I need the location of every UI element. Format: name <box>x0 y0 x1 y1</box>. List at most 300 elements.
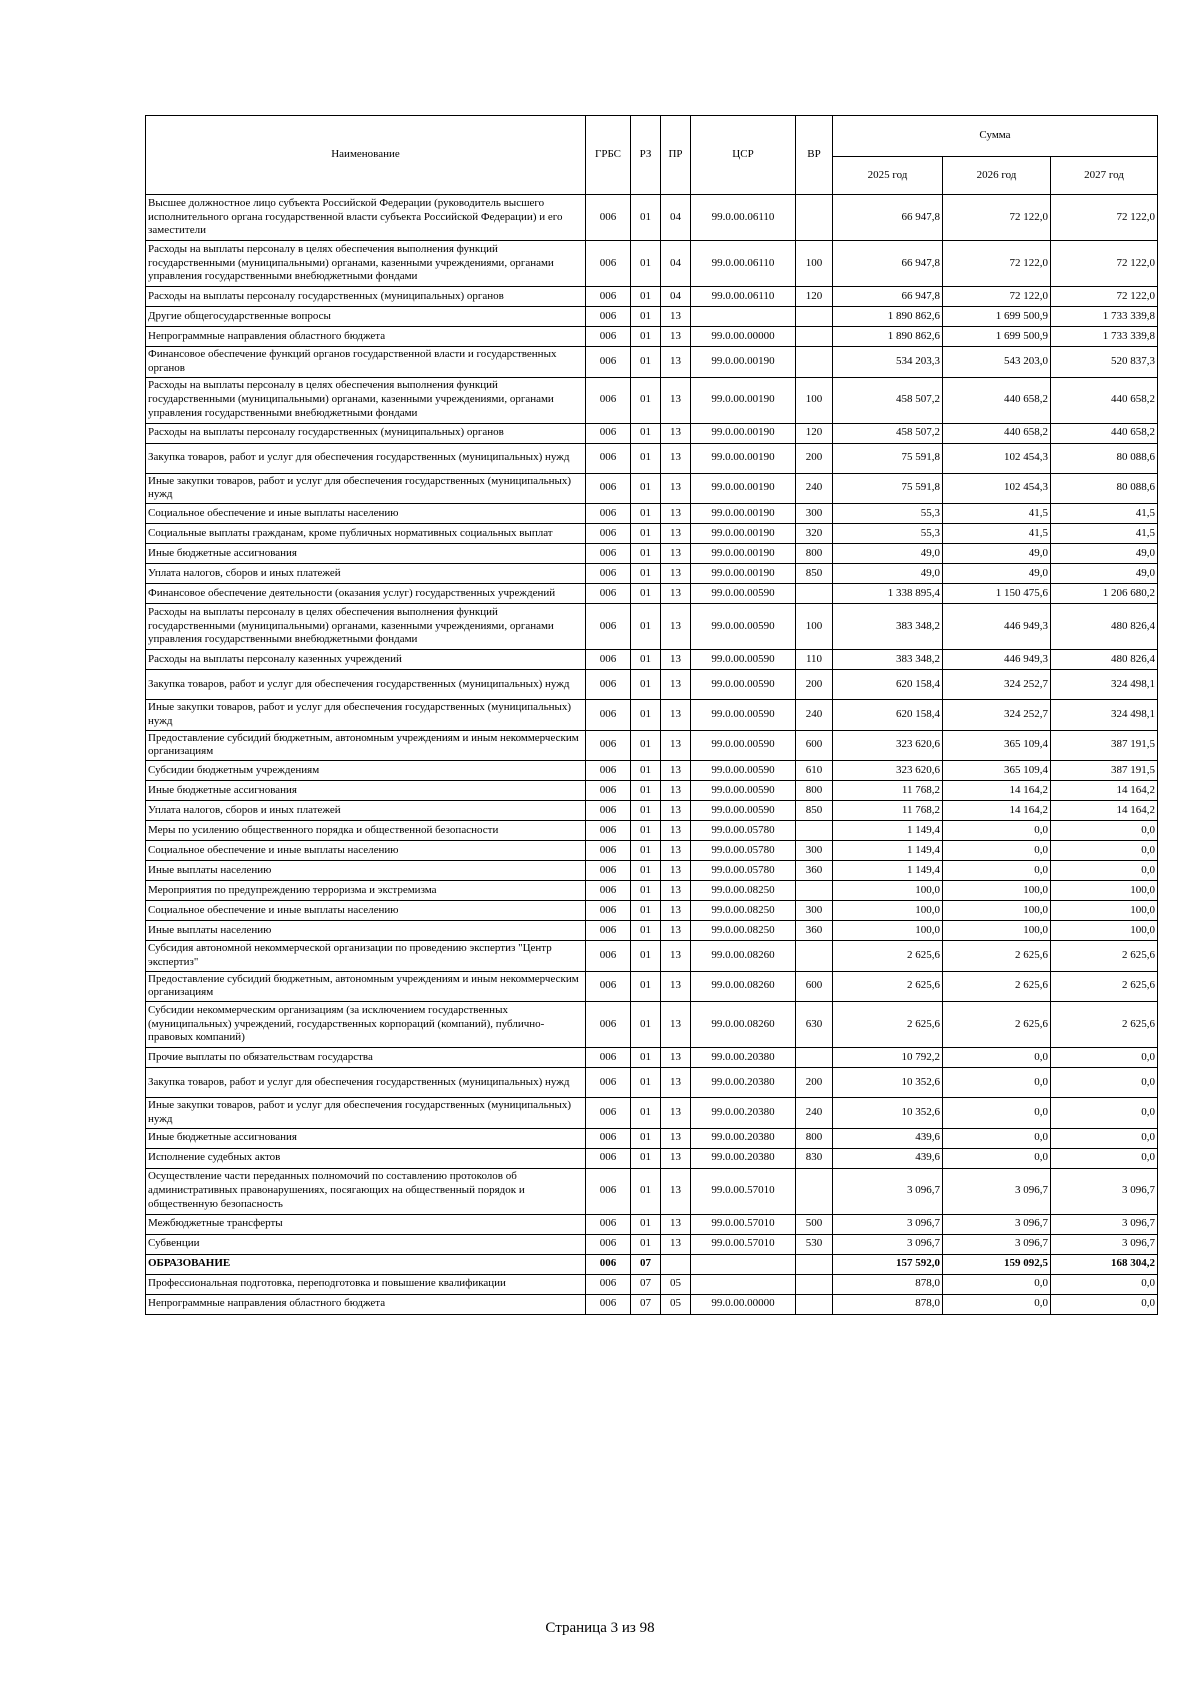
cell-rz: 01 <box>631 423 661 443</box>
cell-pr: 13 <box>661 1002 691 1048</box>
cell-pr: 13 <box>661 377 691 423</box>
cell-csr: 99.0.00.20380 <box>691 1098 796 1129</box>
table-row <box>146 377 1158 423</box>
header-year-2026: 2026 год <box>943 157 1051 195</box>
cell-csr: 99.0.00.00190 <box>691 423 796 443</box>
cell-sum-2026: 102 454,3 <box>943 443 1051 473</box>
cell-grbs: 006 <box>586 1148 631 1168</box>
cell-vr <box>796 1294 833 1314</box>
table-row <box>146 901 1158 921</box>
cell-sum-2027: 2 625,6 <box>1051 1002 1158 1048</box>
cell-sum-2027: 72 122,0 <box>1051 287 1158 307</box>
cell-sum-2025: 534 203,3 <box>833 347 943 378</box>
header-sum: Сумма <box>833 116 1158 157</box>
cell-csr <box>691 1274 796 1294</box>
cell-rz: 01 <box>631 504 661 524</box>
cell-sum-2025: 458 507,2 <box>833 377 943 423</box>
cell-rz: 07 <box>631 1254 661 1274</box>
cell-vr: 800 <box>796 1128 833 1148</box>
cell-sum-2025: 100,0 <box>833 901 943 921</box>
cell-sum-2025: 1 149,4 <box>833 841 943 861</box>
cell-grbs: 006 <box>586 241 631 287</box>
cell-grbs: 006 <box>586 307 631 327</box>
cell-pr <box>661 1254 691 1274</box>
cell-name: Расходы на выплаты персоналу государственных (муниципальных) органов <box>146 287 586 307</box>
cell-sum-2026: 159 092,5 <box>943 1254 1051 1274</box>
cell-csr: 99.0.00.00590 <box>691 604 796 650</box>
cell-pr: 13 <box>661 700 691 731</box>
cell-grbs: 006 <box>586 650 631 670</box>
cell-csr: 99.0.00.00190 <box>691 443 796 473</box>
cell-sum-2025: 157 592,0 <box>833 1254 943 1274</box>
cell-csr: 99.0.00.57010 <box>691 1214 796 1234</box>
cell-sum-2026: 100,0 <box>943 881 1051 901</box>
cell-sum-2026: 49,0 <box>943 564 1051 584</box>
cell-grbs: 006 <box>586 1048 631 1068</box>
cell-name: Осуществление части переданных полномочий по составлению протоколов об административных правонарушениях, посягающих на общественный порядок и общественную безопасность <box>146 1168 586 1214</box>
table-row <box>146 1254 1158 1274</box>
cell-grbs: 006 <box>586 1214 631 1234</box>
cell-sum-2027: 41,5 <box>1051 504 1158 524</box>
table-row <box>146 1148 1158 1168</box>
cell-csr: 99.0.00.57010 <box>691 1168 796 1214</box>
cell-grbs: 006 <box>586 564 631 584</box>
table-row <box>146 1274 1158 1294</box>
cell-rz: 01 <box>631 287 661 307</box>
table-row <box>146 1002 1158 1048</box>
cell-sum-2025: 1 890 862,6 <box>833 307 943 327</box>
cell-grbs: 006 <box>586 781 631 801</box>
cell-vr: 850 <box>796 564 833 584</box>
table-row <box>146 941 1158 972</box>
table-row <box>146 1214 1158 1234</box>
cell-pr: 13 <box>661 327 691 347</box>
cell-name: Субсидия автономной некоммерческой организации по проведению экспертиз "Центр экспертиз" <box>146 941 586 972</box>
cell-sum-2027: 480 826,4 <box>1051 650 1158 670</box>
cell-sum-2025: 11 768,2 <box>833 781 943 801</box>
cell-vr: 800 <box>796 781 833 801</box>
cell-pr: 13 <box>661 347 691 378</box>
cell-sum-2025: 1 338 895,4 <box>833 584 943 604</box>
cell-vr: 500 <box>796 1214 833 1234</box>
cell-grbs: 006 <box>586 443 631 473</box>
cell-sum-2026: 0,0 <box>943 821 1051 841</box>
cell-pr: 13 <box>661 504 691 524</box>
cell-sum-2025: 2 625,6 <box>833 971 943 1002</box>
cell-csr: 99.0.00.00190 <box>691 544 796 564</box>
cell-csr: 99.0.00.00590 <box>691 584 796 604</box>
cell-rz: 01 <box>631 1234 661 1254</box>
table-row <box>146 861 1158 881</box>
cell-name: Непрограммные направления областного бюджета <box>146 1294 586 1314</box>
cell-sum-2027: 0,0 <box>1051 841 1158 861</box>
cell-rz: 01 <box>631 1168 661 1214</box>
cell-rz: 01 <box>631 650 661 670</box>
cell-csr: 99.0.00.00590 <box>691 650 796 670</box>
cell-name: Расходы на выплаты персоналу казенных учреждений <box>146 650 586 670</box>
header-pr: ПР <box>661 116 691 195</box>
table-row <box>146 1098 1158 1129</box>
cell-grbs: 006 <box>586 287 631 307</box>
cell-name: Закупка товаров, работ и услуг для обеспечения государственных (муниципальных) нужд <box>146 670 586 700</box>
cell-sum-2025: 10 792,2 <box>833 1048 943 1068</box>
cell-rz: 01 <box>631 761 661 781</box>
cell-csr: 99.0.00.00190 <box>691 564 796 584</box>
cell-pr: 13 <box>661 921 691 941</box>
cell-pr: 13 <box>661 1234 691 1254</box>
cell-name: Иные закупки товаров, работ и услуг для обеспечения государственных (муниципальных) нужд <box>146 473 586 504</box>
cell-sum-2026: 0,0 <box>943 1098 1051 1129</box>
cell-sum-2025: 878,0 <box>833 1294 943 1314</box>
cell-sum-2025: 66 947,8 <box>833 195 943 241</box>
cell-pr: 13 <box>661 650 691 670</box>
cell-sum-2026: 446 949,3 <box>943 604 1051 650</box>
cell-name: Финансовое обеспечение функций органов государственной власти и государственных органов <box>146 347 586 378</box>
cell-name: Иные бюджетные ассигнования <box>146 781 586 801</box>
cell-sum-2025: 3 096,7 <box>833 1168 943 1214</box>
cell-sum-2026: 0,0 <box>943 1048 1051 1068</box>
cell-name: Расходы на выплаты персоналу в целях обеспечения выполнения функций государственными (муниципальными) органами, казенными учреждениями, органами управления государственными внебюджетными фондами <box>146 604 586 650</box>
cell-vr <box>796 1168 833 1214</box>
cell-pr: 13 <box>661 564 691 584</box>
cell-sum-2026: 0,0 <box>943 1068 1051 1098</box>
cell-pr: 13 <box>661 781 691 801</box>
cell-sum-2027: 324 498,1 <box>1051 670 1158 700</box>
cell-name: Расходы на выплаты персоналу в целях обеспечения выполнения функций государственными (муниципальными) органами, казенными учреждениями, органами управления государственными внебюджетными фондами <box>146 377 586 423</box>
cell-sum-2026: 14 164,2 <box>943 781 1051 801</box>
cell-csr: 99.0.00.00590 <box>691 781 796 801</box>
cell-sum-2027: 387 191,5 <box>1051 730 1158 761</box>
cell-sum-2026: 3 096,7 <box>943 1168 1051 1214</box>
cell-sum-2025: 66 947,8 <box>833 287 943 307</box>
cell-sum-2025: 11 768,2 <box>833 801 943 821</box>
table-row <box>146 1168 1158 1214</box>
cell-name: Иные выплаты населению <box>146 921 586 941</box>
cell-csr: 99.0.00.00000 <box>691 1294 796 1314</box>
cell-vr: 300 <box>796 841 833 861</box>
cell-name: Субсидии некоммерческим организациям (за исключением государственных (муниципальных) учреждений, государственных корпораций (компаний), публично-правовых компаний) <box>146 1002 586 1048</box>
cell-rz: 01 <box>631 195 661 241</box>
cell-vr: 850 <box>796 801 833 821</box>
cell-grbs: 006 <box>586 473 631 504</box>
cell-rz: 01 <box>631 881 661 901</box>
cell-sum-2025: 10 352,6 <box>833 1098 943 1129</box>
cell-sum-2027: 72 122,0 <box>1051 241 1158 287</box>
cell-pr: 13 <box>661 604 691 650</box>
cell-name: Меры по усилению общественного порядка и общественной безопасности <box>146 821 586 841</box>
cell-sum-2025: 383 348,2 <box>833 604 943 650</box>
cell-vr: 200 <box>796 443 833 473</box>
cell-rz: 01 <box>631 781 661 801</box>
cell-pr: 13 <box>661 841 691 861</box>
cell-csr: 99.0.00.00590 <box>691 700 796 731</box>
cell-pr: 04 <box>661 287 691 307</box>
cell-grbs: 006 <box>586 584 631 604</box>
cell-sum-2027: 3 096,7 <box>1051 1234 1158 1254</box>
cell-sum-2026: 41,5 <box>943 504 1051 524</box>
cell-sum-2027: 0,0 <box>1051 861 1158 881</box>
cell-name: Финансовое обеспечение деятельности (оказания услуг) государственных учреждений <box>146 584 586 604</box>
cell-vr: 100 <box>796 604 833 650</box>
cell-sum-2026: 0,0 <box>943 861 1051 881</box>
cell-sum-2025: 2 625,6 <box>833 1002 943 1048</box>
cell-pr: 13 <box>661 971 691 1002</box>
table-row <box>146 1128 1158 1148</box>
cell-sum-2025: 75 591,8 <box>833 473 943 504</box>
cell-rz: 01 <box>631 901 661 921</box>
cell-vr: 360 <box>796 921 833 941</box>
cell-grbs: 006 <box>586 524 631 544</box>
table-row <box>146 881 1158 901</box>
cell-grbs: 006 <box>586 901 631 921</box>
cell-sum-2027: 2 625,6 <box>1051 941 1158 972</box>
cell-sum-2027: 0,0 <box>1051 1048 1158 1068</box>
cell-grbs: 006 <box>586 1274 631 1294</box>
table-body <box>146 195 1158 1315</box>
cell-vr: 360 <box>796 861 833 881</box>
cell-sum-2026: 324 252,7 <box>943 700 1051 731</box>
cell-grbs: 006 <box>586 801 631 821</box>
cell-pr: 04 <box>661 195 691 241</box>
cell-sum-2027: 440 658,2 <box>1051 423 1158 443</box>
cell-grbs: 006 <box>586 544 631 564</box>
cell-sum-2027: 14 164,2 <box>1051 801 1158 821</box>
cell-grbs: 006 <box>586 1098 631 1129</box>
cell-sum-2027: 49,0 <box>1051 564 1158 584</box>
cell-csr: 99.0.00.08250 <box>691 881 796 901</box>
table-row <box>146 700 1158 731</box>
cell-name: Прочие выплаты по обязательствам государства <box>146 1048 586 1068</box>
table-row <box>146 584 1158 604</box>
cell-sum-2025: 1 149,4 <box>833 821 943 841</box>
cell-vr: 120 <box>796 287 833 307</box>
cell-pr: 13 <box>661 730 691 761</box>
header-rz: РЗ <box>631 116 661 195</box>
cell-sum-2027: 0,0 <box>1051 1274 1158 1294</box>
cell-vr: 300 <box>796 504 833 524</box>
cell-vr: 200 <box>796 1068 833 1098</box>
cell-sum-2025: 1 890 862,6 <box>833 327 943 347</box>
cell-sum-2026: 1 150 475,6 <box>943 584 1051 604</box>
cell-csr: 99.0.00.00590 <box>691 730 796 761</box>
table-row <box>146 287 1158 307</box>
cell-name: Иные бюджетные ассигнования <box>146 1128 586 1148</box>
cell-sum-2026: 100,0 <box>943 901 1051 921</box>
cell-rz: 07 <box>631 1294 661 1314</box>
cell-vr: 110 <box>796 650 833 670</box>
table-row <box>146 604 1158 650</box>
cell-rz: 01 <box>631 604 661 650</box>
header-year-2025: 2025 год <box>833 157 943 195</box>
cell-csr: 99.0.00.06110 <box>691 287 796 307</box>
cell-rz: 01 <box>631 670 661 700</box>
cell-name: Социальные выплаты гражданам, кроме публичных нормативных социальных выплат <box>146 524 586 544</box>
table-row <box>146 781 1158 801</box>
cell-pr: 13 <box>661 1068 691 1098</box>
page-number: Страница 3 из 98 <box>545 1620 655 1636</box>
cell-sum-2026: 446 949,3 <box>943 650 1051 670</box>
cell-sum-2027: 0,0 <box>1051 1128 1158 1148</box>
cell-vr: 200 <box>796 670 833 700</box>
cell-sum-2027: 520 837,3 <box>1051 347 1158 378</box>
cell-grbs: 006 <box>586 347 631 378</box>
cell-sum-2027: 0,0 <box>1051 1098 1158 1129</box>
header-name: Наименование <box>146 116 586 195</box>
cell-name: Межбюджетные трансферты <box>146 1214 586 1234</box>
cell-sum-2025: 323 620,6 <box>833 730 943 761</box>
cell-rz: 01 <box>631 1002 661 1048</box>
cell-sum-2027: 2 625,6 <box>1051 971 1158 1002</box>
cell-rz: 01 <box>631 861 661 881</box>
table-row <box>146 650 1158 670</box>
cell-vr <box>796 327 833 347</box>
cell-rz: 01 <box>631 524 661 544</box>
cell-name: Исполнение судебных актов <box>146 1148 586 1168</box>
cell-vr: 530 <box>796 1234 833 1254</box>
cell-name: Субсидии бюджетным учреждениям <box>146 761 586 781</box>
cell-sum-2026: 14 164,2 <box>943 801 1051 821</box>
cell-sum-2025: 620 158,4 <box>833 700 943 731</box>
cell-vr: 600 <box>796 730 833 761</box>
cell-sum-2025: 439,6 <box>833 1148 943 1168</box>
cell-rz: 01 <box>631 327 661 347</box>
cell-vr <box>796 941 833 972</box>
cell-sum-2025: 49,0 <box>833 544 943 564</box>
cell-csr: 99.0.00.20380 <box>691 1148 796 1168</box>
table-row <box>146 544 1158 564</box>
cell-sum-2027: 3 096,7 <box>1051 1214 1158 1234</box>
cell-csr: 99.0.00.08260 <box>691 971 796 1002</box>
cell-sum-2027: 14 164,2 <box>1051 781 1158 801</box>
cell-pr: 13 <box>661 901 691 921</box>
cell-name: Уплата налогов, сборов и иных платежей <box>146 564 586 584</box>
cell-sum-2026: 365 109,4 <box>943 761 1051 781</box>
cell-sum-2026: 365 109,4 <box>943 730 1051 761</box>
cell-sum-2027: 80 088,6 <box>1051 473 1158 504</box>
cell-name: Социальное обеспечение и иные выплаты населению <box>146 901 586 921</box>
table-row <box>146 1048 1158 1068</box>
table-row <box>146 347 1158 378</box>
cell-grbs: 006 <box>586 423 631 443</box>
cell-vr: 630 <box>796 1002 833 1048</box>
cell-rz: 07 <box>631 1274 661 1294</box>
cell-rz: 01 <box>631 971 661 1002</box>
cell-sum-2025: 100,0 <box>833 881 943 901</box>
cell-grbs: 006 <box>586 861 631 881</box>
cell-name: Закупка товаров, работ и услуг для обеспечения государственных (муниципальных) нужд <box>146 443 586 473</box>
table-row <box>146 801 1158 821</box>
cell-rz: 01 <box>631 700 661 731</box>
cell-sum-2027: 3 096,7 <box>1051 1168 1158 1214</box>
table-row <box>146 1294 1158 1314</box>
cell-sum-2026: 440 658,2 <box>943 377 1051 423</box>
cell-pr: 13 <box>661 443 691 473</box>
cell-csr: 99.0.00.05780 <box>691 821 796 841</box>
cell-csr <box>691 307 796 327</box>
table-row <box>146 307 1158 327</box>
cell-name: Предоставление субсидий бюджетным, автономным учреждениям и иным некоммерческим организациям <box>146 971 586 1002</box>
cell-rz: 01 <box>631 241 661 287</box>
cell-name: Иные бюджетные ассигнования <box>146 544 586 564</box>
cell-pr: 05 <box>661 1274 691 1294</box>
cell-vr <box>796 1274 833 1294</box>
cell-sum-2025: 10 352,6 <box>833 1068 943 1098</box>
cell-sum-2025: 49,0 <box>833 564 943 584</box>
table-row <box>146 564 1158 584</box>
header-vr: ВР <box>796 116 833 195</box>
cell-pr: 13 <box>661 423 691 443</box>
cell-csr: 99.0.00.08250 <box>691 901 796 921</box>
cell-rz: 01 <box>631 307 661 327</box>
cell-vr <box>796 821 833 841</box>
cell-csr: 99.0.00.08250 <box>691 921 796 941</box>
table-row <box>146 423 1158 443</box>
cell-grbs: 006 <box>586 195 631 241</box>
cell-sum-2025: 66 947,8 <box>833 241 943 287</box>
cell-sum-2025: 620 158,4 <box>833 670 943 700</box>
cell-pr: 13 <box>661 1214 691 1234</box>
cell-rz: 01 <box>631 1128 661 1148</box>
cell-csr: 99.0.00.20380 <box>691 1128 796 1148</box>
cell-sum-2025: 75 591,8 <box>833 443 943 473</box>
cell-grbs: 006 <box>586 504 631 524</box>
cell-rz: 01 <box>631 1068 661 1098</box>
cell-sum-2025: 323 620,6 <box>833 761 943 781</box>
cell-vr <box>796 1048 833 1068</box>
cell-pr: 13 <box>661 801 691 821</box>
cell-sum-2025: 3 096,7 <box>833 1234 943 1254</box>
cell-pr: 13 <box>661 821 691 841</box>
cell-grbs: 006 <box>586 700 631 731</box>
cell-pr: 13 <box>661 473 691 504</box>
table-row <box>146 1068 1158 1098</box>
cell-csr <box>691 1254 796 1274</box>
cell-csr: 99.0.00.00190 <box>691 504 796 524</box>
cell-csr: 99.0.00.05780 <box>691 841 796 861</box>
cell-name: Иные выплаты населению <box>146 861 586 881</box>
cell-csr: 99.0.00.00590 <box>691 801 796 821</box>
cell-vr <box>796 347 833 378</box>
cell-vr: 610 <box>796 761 833 781</box>
cell-vr: 240 <box>796 1098 833 1129</box>
cell-sum-2025: 878,0 <box>833 1274 943 1294</box>
cell-pr: 13 <box>661 1098 691 1129</box>
cell-sum-2027: 0,0 <box>1051 821 1158 841</box>
table-row <box>146 195 1158 241</box>
cell-sum-2025: 55,3 <box>833 504 943 524</box>
cell-rz: 01 <box>631 801 661 821</box>
cell-rz: 01 <box>631 564 661 584</box>
cell-name: Расходы на выплаты персоналу государственных (муниципальных) органов <box>146 423 586 443</box>
cell-grbs: 006 <box>586 841 631 861</box>
cell-vr: 100 <box>796 377 833 423</box>
cell-vr: 600 <box>796 971 833 1002</box>
cell-rz: 01 <box>631 544 661 564</box>
cell-csr: 99.0.00.08260 <box>691 941 796 972</box>
cell-csr: 99.0.00.05780 <box>691 861 796 881</box>
cell-grbs: 006 <box>586 604 631 650</box>
cell-sum-2026: 72 122,0 <box>943 241 1051 287</box>
cell-rz: 01 <box>631 473 661 504</box>
cell-pr: 13 <box>661 941 691 972</box>
cell-sum-2026: 3 096,7 <box>943 1234 1051 1254</box>
cell-vr <box>796 307 833 327</box>
cell-sum-2026: 324 252,7 <box>943 670 1051 700</box>
cell-sum-2025: 55,3 <box>833 524 943 544</box>
table-row <box>146 841 1158 861</box>
cell-name: Другие общегосударственные вопросы <box>146 307 586 327</box>
cell-rz: 01 <box>631 730 661 761</box>
